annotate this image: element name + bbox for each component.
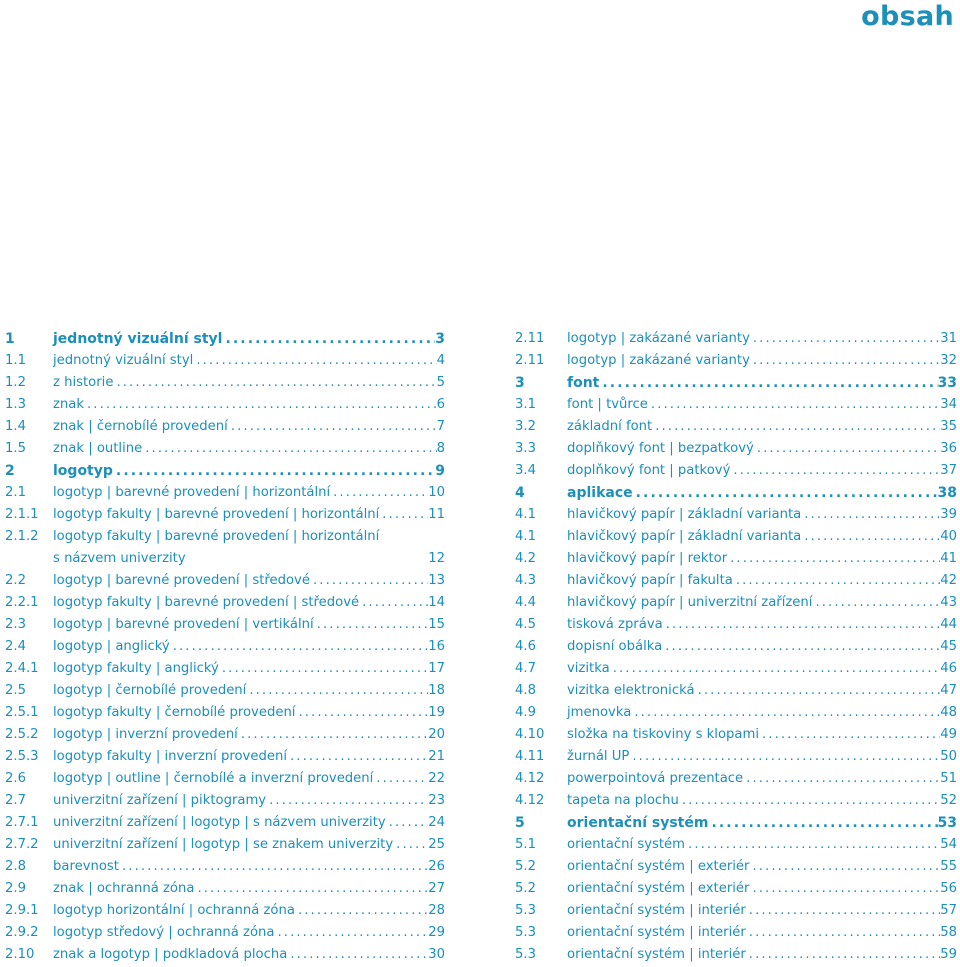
toc-entry[interactable] (515, 592, 957, 614)
toc-entry-number: 4.7 (515, 661, 536, 676)
toc-entry-title: složka na tiskoviny s klopami (567, 727, 759, 742)
toc-entry[interactable] (515, 658, 957, 680)
toc-entry-page-number: 35 (940, 419, 957, 434)
toc-entry-number: 2.1 (5, 485, 26, 500)
toc-entry-number: 5.3 (515, 947, 536, 962)
toc-entry-title: s názvem univerzity (53, 551, 186, 566)
toc-entry[interactable] (515, 878, 957, 900)
toc-entry[interactable] (515, 614, 957, 636)
toc-entry-title: jmenovka (567, 705, 632, 720)
toc-entry-page-number: 47 (940, 683, 957, 698)
toc-entry[interactable] (5, 768, 445, 790)
toc-entry[interactable] (515, 680, 957, 702)
toc-section-heading[interactable] (515, 812, 957, 834)
toc-entry-title: logotyp | inverzní provedení (53, 727, 238, 742)
dot-leader (730, 460, 940, 482)
toc-entry-page-number: 25 (428, 837, 445, 852)
toc-entry[interactable] (515, 834, 957, 856)
toc-entry-page-number: 36 (940, 441, 957, 456)
toc-entry[interactable] (5, 372, 445, 394)
toc-entry-title: logotyp fakulty | barevné provedení | středové (53, 595, 360, 610)
toc-entry[interactable] (5, 680, 445, 702)
toc-entry-page-number: 11 (428, 507, 445, 522)
toc-entry[interactable] (5, 658, 445, 680)
toc-entry-number: 2.7.1 (5, 815, 39, 830)
toc-section-heading[interactable] (515, 372, 957, 394)
toc-entry-number: 5.2 (515, 859, 536, 874)
toc-entry-page-number: 18 (428, 683, 445, 698)
dot-leader (84, 394, 437, 416)
dot-leader (310, 570, 428, 592)
dot-leader (330, 482, 428, 504)
toc-entry-number: 4 (515, 485, 525, 501)
toc-entry-number: 2.9 (5, 881, 26, 896)
toc-column-right (515, 328, 957, 966)
toc-entry[interactable] (5, 526, 445, 548)
toc-entry-number: 2.5.2 (5, 727, 39, 742)
dot-leader (194, 878, 428, 900)
toc-entry-number: 4.6 (515, 639, 536, 654)
dot-leader (222, 328, 435, 350)
dot-leader (629, 746, 940, 768)
toc-entry[interactable] (515, 504, 957, 526)
toc-entry[interactable] (5, 702, 445, 724)
toc-entry-title: logotyp (53, 463, 113, 479)
toc-entry-title: logotyp fakulty | barevné provedení | horizontální (53, 507, 380, 522)
dot-leader (812, 592, 940, 614)
toc-entry-page-number: 55 (940, 859, 957, 874)
toc-entry[interactable] (5, 746, 445, 768)
toc-entry-page-number: 16 (428, 639, 445, 654)
dot-leader (746, 922, 940, 944)
dot-leader (219, 658, 428, 680)
toc-entry-title: znak | outline (53, 441, 143, 456)
toc-entry[interactable] (515, 944, 957, 966)
toc-entry[interactable] (515, 790, 957, 812)
toc-entry-number: 4.2 (515, 551, 536, 566)
toc-entry[interactable] (515, 548, 957, 570)
toc-entry-number: 3.2 (515, 419, 536, 434)
dot-leader (749, 856, 940, 878)
dot-leader (750, 350, 940, 372)
toc-entry-number: 1.5 (5, 441, 26, 456)
dot-leader (631, 702, 940, 724)
toc-entry[interactable] (5, 834, 445, 856)
toc-entry-page-number: 52 (940, 793, 957, 808)
dot-leader (193, 350, 436, 372)
toc-entry-number: 2.2 (5, 573, 26, 588)
toc-entry-page-number: 49 (940, 727, 957, 742)
toc-entry-page-number: 54 (940, 837, 957, 852)
toc-entry-title: znak | černobílé provedení (53, 419, 228, 434)
toc-section-heading[interactable] (5, 328, 445, 350)
toc-entry-number: 2.1.1 (5, 507, 39, 522)
dot-leader (754, 438, 940, 460)
dot-leader (287, 746, 428, 768)
toc-entry-page-number: 19 (428, 705, 445, 720)
toc-entry-number: 2.11 (515, 353, 545, 368)
toc-entry[interactable] (515, 328, 957, 350)
toc-entry-page-number: 45 (940, 639, 957, 654)
dot-leader (359, 592, 428, 614)
toc-entry[interactable] (515, 394, 957, 416)
toc-entry-page-number: 33 (937, 375, 957, 391)
dot-leader (238, 724, 428, 746)
toc-entry-page-number: 29 (428, 925, 445, 940)
toc-entry-title: univerzitní zařízení | logotyp | se znakem univerzity (53, 837, 394, 852)
toc-entry-page-number: 53 (937, 815, 957, 831)
toc-entry[interactable] (515, 636, 957, 658)
toc-entry-title: hlavičkový papír | univerzitní zařízení (567, 595, 813, 610)
toc-entry-page-number: 22 (428, 771, 445, 786)
toc-entry-title: orientační systém | interiér (567, 925, 746, 940)
toc-entry[interactable] (5, 548, 445, 570)
dot-leader (119, 856, 428, 878)
toc-entry-title: logotyp | zakázané varianty (567, 331, 750, 346)
toc-entry-page-number: 34 (940, 397, 957, 412)
toc-entry-title: logotyp | barevné provedení | horizontální (53, 485, 331, 500)
toc-entry-page-number: 42 (940, 573, 957, 588)
toc-entry-title: font (567, 375, 600, 391)
toc-entry-page-number: 23 (428, 793, 445, 808)
dot-leader (287, 944, 428, 966)
toc-entry-number: 2.9.1 (5, 903, 39, 918)
toc-entry-title: univerzitní zařízení | logotyp | s názvem univerzity (53, 815, 386, 830)
toc-entry-title: logotyp | zakázané varianty (567, 353, 750, 368)
toc-entry-page-number: 5 (436, 375, 445, 390)
toc-entry-number: 2.6 (5, 771, 26, 786)
toc-entry-number: 4.8 (515, 683, 536, 698)
toc-entry-number: 2.11 (515, 331, 545, 346)
dot-leader (386, 812, 429, 834)
toc-entry-title: orientační systém | exteriér (567, 859, 750, 874)
toc-entry-number: 3.4 (515, 463, 536, 478)
dot-leader (373, 768, 428, 790)
toc-entry-number: 4.1 (515, 529, 536, 544)
toc-entry[interactable] (5, 900, 445, 922)
toc-entry[interactable] (5, 636, 445, 658)
toc-entry-number: 2.9.2 (5, 925, 39, 940)
toc-entry-title: logotyp fakulty | inverzní provedení (53, 749, 287, 764)
toc-entry-number: 4.1 (515, 507, 536, 522)
toc-entry-number: 1 (5, 331, 15, 347)
toc-entry-number: 3.3 (515, 441, 536, 456)
toc-entry-title: vizitka elektronická (567, 683, 695, 698)
toc-entry-page-number: 15 (428, 617, 445, 632)
toc-entry[interactable] (5, 790, 445, 812)
toc-entry-page-number: 21 (428, 749, 445, 764)
toc-entry-number: 1.2 (5, 375, 26, 390)
toc-entry-page-number: 13 (428, 573, 445, 588)
toc-entry-number: 2.7 (5, 793, 26, 808)
toc-entry-number: 5.3 (515, 903, 536, 918)
toc-entry-title: doplňkový font | bezpatkový (567, 441, 754, 456)
dot-leader (750, 328, 940, 350)
toc-entry-number: 2 (5, 463, 15, 479)
toc-entry-page-number: 46 (940, 661, 957, 676)
toc-entry-page-number: 48 (940, 705, 957, 720)
dot-leader (679, 790, 940, 812)
toc-entry-page-number: 59 (940, 947, 957, 962)
dot-leader (708, 812, 937, 834)
toc-entry-page-number: 6 (436, 397, 445, 412)
toc-entry-title: aplikace (567, 485, 633, 501)
toc-entry-title: hlavičkový papír | fakulta (567, 573, 733, 588)
toc-entry-page-number: 32 (940, 353, 957, 368)
toc-entry-number: 1.3 (5, 397, 26, 412)
toc-entry-number: 4.9 (515, 705, 536, 720)
dot-leader (652, 416, 940, 438)
dot-leader (648, 394, 940, 416)
dot-leader (599, 372, 937, 394)
dot-leader (759, 724, 940, 746)
toc-entry[interactable] (5, 878, 445, 900)
dot-leader (801, 526, 940, 548)
toc-entry-page-number: 31 (940, 331, 957, 346)
toc-entry-title: žurnál UP (567, 749, 630, 764)
toc-entry-title: logotyp | anglický (53, 639, 170, 654)
toc-entry-number: 2.5 (5, 683, 26, 698)
dot-leader (610, 658, 941, 680)
dot-leader (393, 834, 428, 856)
toc-entry-page-number: 8 (436, 441, 445, 456)
toc-entry[interactable] (515, 768, 957, 790)
toc-entry-title: orientační systém | interiér (567, 947, 746, 962)
toc-section-heading[interactable] (515, 482, 957, 504)
toc-entry-title: orientační systém (567, 837, 686, 852)
toc-entry[interactable] (515, 856, 957, 878)
toc-entry[interactable] (515, 438, 957, 460)
toc-entry-title: logotyp středový | ochranná zóna (53, 925, 275, 940)
page-title: obsah (861, 1, 954, 32)
toc-entry-title: znak (53, 397, 84, 412)
toc-entry-page-number: 7 (436, 419, 445, 434)
toc-entry-title: z historie (53, 375, 114, 390)
toc-entry-page-number: 9 (435, 463, 445, 479)
toc-entry-number: 2.1.2 (5, 529, 39, 544)
toc-entry-number: 4.4 (515, 595, 536, 610)
dot-leader (274, 922, 428, 944)
toc-entry[interactable] (5, 812, 445, 834)
toc-entry-number: 4.12 (515, 793, 545, 808)
dot-leader (743, 768, 940, 790)
toc-entry-title: hlavičkový papír | rektor (567, 551, 728, 566)
toc-entry-title: logotyp | outline | černobílé a inverzní provedení (53, 771, 374, 786)
toc-entry[interactable] (5, 614, 445, 636)
dot-leader (142, 438, 436, 460)
toc-entry-number: 4.5 (515, 617, 536, 632)
toc-entry-title: logotyp fakulty | barevné provedení | horizontální (53, 529, 380, 544)
toc-entry-title: znak a logotyp | podkladová plocha (53, 947, 288, 962)
toc-entry-number: 2.2.1 (5, 595, 39, 610)
toc-entry-number: 2.5.1 (5, 705, 39, 720)
toc-entry-title: orientační systém | interiér (567, 903, 746, 918)
toc-entry-page-number: 4 (436, 353, 445, 368)
toc-entry-number: 3.1 (515, 397, 536, 412)
toc-entry-page-number: 30 (428, 947, 445, 962)
toc-entry-title: hlavičkový papír | základní varianta (567, 529, 802, 544)
dot-leader (113, 460, 435, 482)
dot-leader (246, 680, 428, 702)
toc-entry[interactable] (515, 526, 957, 548)
toc-entry-number: 4.3 (515, 573, 536, 588)
toc-entry-number: 2.4.1 (5, 661, 39, 676)
dot-leader (170, 636, 429, 658)
toc-entry[interactable] (515, 746, 957, 768)
toc-entry[interactable] (5, 416, 445, 438)
toc-entry-page-number: 58 (940, 925, 957, 940)
toc-entry-title: univerzitní zařízení | piktogramy (53, 793, 267, 808)
toc-entry-title: orientační systém | exteriér (567, 881, 750, 896)
toc-entry[interactable] (5, 482, 445, 504)
toc-entry-title: vizitka (567, 661, 610, 676)
toc-entry-title: font | tvůrce (567, 397, 648, 412)
toc-entry[interactable] (515, 724, 957, 746)
toc-entry-title: tapeta na plochu (567, 793, 679, 808)
toc-entry[interactable] (515, 570, 957, 592)
dot-leader (379, 504, 428, 526)
toc-entry-page-number: 51 (940, 771, 957, 786)
toc-entry-page-number: 27 (428, 881, 445, 896)
toc-entry-page-number: 14 (428, 595, 445, 610)
toc-entry-title: jednotný vizuální styl (53, 331, 223, 347)
toc-entry-page-number: 12 (428, 551, 445, 566)
toc-entry-page-number: 44 (940, 617, 957, 632)
toc-entry-number: 5 (515, 815, 525, 831)
toc-entry[interactable] (515, 416, 957, 438)
dot-leader (746, 944, 940, 966)
toc-entry[interactable] (5, 570, 445, 592)
toc-entry-title: logotyp | barevné provedení | vertikální (53, 617, 314, 632)
toc-entry-page-number: 38 (937, 485, 957, 501)
toc-entry-number: 4.10 (515, 727, 545, 742)
toc-entry-page-number: 57 (940, 903, 957, 918)
toc-entry-title: hlavičkový papír | základní varianta (567, 507, 802, 522)
dot-leader (746, 900, 940, 922)
dot-leader (749, 878, 940, 900)
toc-entry-page-number: 56 (940, 881, 957, 896)
dot-leader (633, 482, 938, 504)
toc-entry-number: 4.11 (515, 749, 545, 764)
toc-entry-page-number: 37 (940, 463, 957, 478)
dot-leader (727, 548, 940, 570)
toc-entry[interactable] (515, 900, 957, 922)
dot-leader (113, 372, 436, 394)
toc-entry-title: základní font (567, 419, 653, 434)
toc-column-left (5, 328, 445, 966)
toc-entry[interactable] (5, 350, 445, 372)
toc-entry-page-number: 40 (940, 529, 957, 544)
toc-entry-page-number: 43 (940, 595, 957, 610)
dot-leader (295, 900, 428, 922)
toc-entry-number: 2.8 (5, 859, 26, 874)
toc-entry-title: logotyp horizontální | ochranná zóna (53, 903, 295, 918)
toc-entry-title: doplňkový font | patkový (567, 463, 731, 478)
toc-entry-page-number: 10 (428, 485, 445, 500)
toc-entry[interactable] (515, 702, 957, 724)
toc-entry-number: 5.2 (515, 881, 536, 896)
toc-entry[interactable] (5, 856, 445, 878)
dot-leader (662, 636, 940, 658)
toc-entry-number: 2.3 (5, 617, 26, 632)
dot-leader (695, 680, 941, 702)
toc-entry-title: orientační systém (567, 815, 709, 831)
dot-leader (295, 702, 428, 724)
toc-entry[interactable] (5, 592, 445, 614)
toc-entry[interactable] (5, 724, 445, 746)
toc-entry[interactable] (5, 394, 445, 416)
toc-entry-title: powerpointová prezentace (567, 771, 744, 786)
toc-entry-number: 5.3 (515, 925, 536, 940)
toc-entry-title: logotyp fakulty | anglický (53, 661, 219, 676)
toc-entry-number: 1.1 (5, 353, 26, 368)
toc-entry-title: barevnost (53, 859, 119, 874)
dot-leader (685, 834, 940, 856)
toc-entry-page-number: 26 (428, 859, 445, 874)
toc-entry-title: znak | ochranná zóna (53, 881, 195, 896)
toc-entry-number: 5.1 (515, 837, 536, 852)
toc-entry-title: tisková zpráva (567, 617, 663, 632)
toc-entry-number: 4.12 (515, 771, 545, 786)
dot-leader (663, 614, 941, 636)
dot-leader (228, 416, 437, 438)
toc-entry[interactable] (5, 944, 445, 966)
toc-entry-number: 2.7.2 (5, 837, 39, 852)
toc-entry-title: jednotný vizuální styl (53, 353, 194, 368)
toc-entry-page-number: 41 (940, 551, 957, 566)
toc-entry-page-number: 3 (435, 331, 445, 347)
toc-entry[interactable] (515, 922, 957, 944)
toc-entry-title: dopisní obálka (567, 639, 663, 654)
dot-leader (266, 790, 428, 812)
dot-leader (733, 570, 940, 592)
toc-entry[interactable] (515, 460, 957, 482)
dot-leader (314, 614, 429, 636)
toc-entry-number: 1.4 (5, 419, 26, 434)
toc-entry-number: 2.5.3 (5, 749, 39, 764)
toc-entry-title: logotyp | černobílé provedení (53, 683, 247, 698)
toc-entry-page-number: 50 (940, 749, 957, 764)
toc-entry-number: 2.4 (5, 639, 26, 654)
toc-entry-title: logotyp fakulty | černobílé provedení (53, 705, 296, 720)
toc-entry[interactable] (5, 922, 445, 944)
toc-entry-page-number: 39 (940, 507, 957, 522)
toc-entry-page-number: 17 (428, 661, 445, 676)
toc-entry[interactable] (5, 438, 445, 460)
toc-entry-number: 2.10 (5, 947, 35, 962)
toc-entry-title: logotyp | barevné provedení | středové (53, 573, 310, 588)
toc-entry-page-number: 20 (428, 727, 445, 742)
toc-entry[interactable] (515, 350, 957, 372)
toc-entry-number: 3 (515, 375, 525, 391)
toc-entry[interactable] (5, 504, 445, 526)
toc-entry-page-number: 24 (428, 815, 445, 830)
toc-section-heading[interactable] (5, 460, 445, 482)
dot-leader (801, 504, 940, 526)
toc-entry-page-number: 28 (428, 903, 445, 918)
